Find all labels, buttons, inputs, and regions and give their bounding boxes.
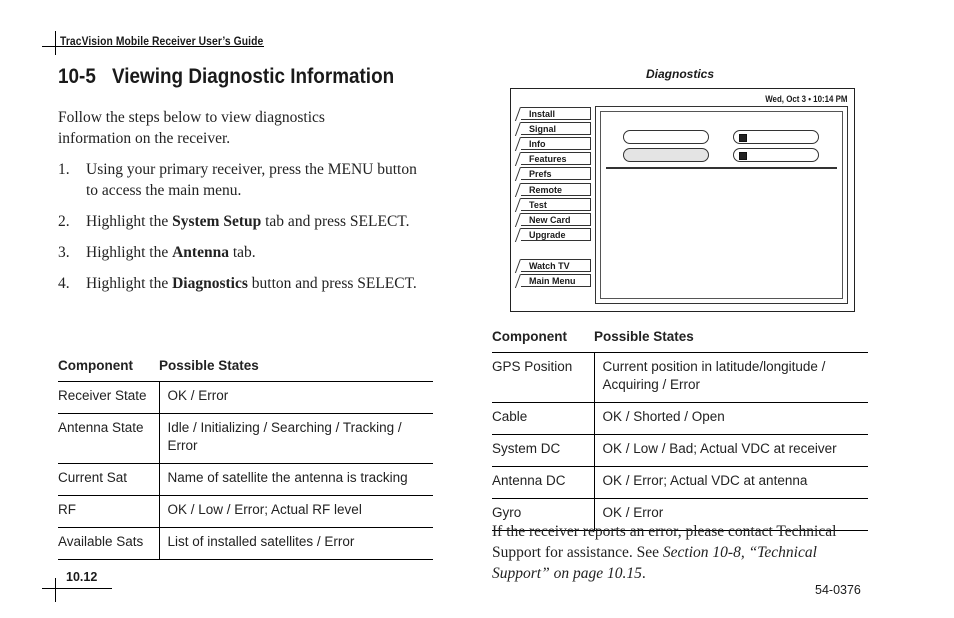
footer-crop-mark xyxy=(55,578,56,602)
diagnostics-screen xyxy=(510,88,855,312)
step-item: 4. Highlight the Diagnostics button and press SELECT. xyxy=(58,275,417,292)
cross-reference-link[interactable]: Section 10-8, “Technical Support” on page 10.15 xyxy=(492,544,817,582)
steps-list xyxy=(58,159,418,304)
content-inner-frame xyxy=(600,111,843,299)
menu-tab-new-card[interactable]: New Card xyxy=(521,213,591,226)
column-header: Possible States xyxy=(594,329,694,344)
table-row: System DC OK / Low / Bad; Actual VDC at receiver xyxy=(492,435,868,467)
menu-tab-test[interactable]: Test xyxy=(521,198,591,211)
content-divider xyxy=(606,167,837,169)
column-header: Component xyxy=(492,329,567,344)
table-row: GPS Position Current position in latitude/longitude / Acquiring / Error xyxy=(492,353,868,403)
section-number: 10-5 xyxy=(58,65,96,88)
step-item: 1. Using your primary receiver, press the MENU button to access the main menu. xyxy=(58,161,417,199)
table-row: Current Sat Name of satellite the antenna is tracking xyxy=(58,464,433,496)
menu-tab-prefs[interactable]: Prefs xyxy=(521,167,591,180)
status-field-highlighted[interactable] xyxy=(623,148,709,162)
document-number: 54-0376 xyxy=(815,583,861,597)
table-row: Cable OK / Shorted / Open xyxy=(492,403,868,435)
header-crop-mark xyxy=(55,31,56,55)
column-header: Component xyxy=(58,358,133,373)
page-number: 10.12 xyxy=(66,570,98,584)
menu-tab-info[interactable]: Info xyxy=(521,137,591,150)
table-row: RF OK / Low / Error; Actual RF level xyxy=(58,496,433,528)
menu-tab-features[interactable]: Features xyxy=(521,152,591,165)
running-title: TracVision Mobile Receiver User’s Guide xyxy=(60,34,264,48)
receiver-states-table xyxy=(58,358,433,560)
step-item: 2. Highlight the System Setup tab and press SELECT. xyxy=(58,213,410,230)
table-row: Receiver State OK / Error xyxy=(58,382,433,414)
menu-tab-main-menu[interactable]: Main Menu xyxy=(521,274,591,287)
antenna-states-table xyxy=(492,329,868,531)
table-row: Antenna DC OK / Error; Actual VDC at antenna xyxy=(492,467,868,499)
content-pane xyxy=(595,106,848,304)
footer-rule xyxy=(42,588,112,589)
section-title: Viewing Diagnostic Information xyxy=(112,65,395,88)
menu-tab-upgrade[interactable]: Upgrade xyxy=(521,228,591,241)
checkbox-icon xyxy=(739,152,747,160)
status-field[interactable] xyxy=(733,148,819,162)
table-row: Antenna State Idle / Initializing / Searching / Tracking / Error xyxy=(58,414,433,464)
column-header: Possible States xyxy=(159,358,259,373)
section-heading xyxy=(58,65,394,89)
checkbox-icon xyxy=(739,134,747,142)
status-field[interactable] xyxy=(623,130,709,144)
screen-datetime: Wed, Oct 3 • 10:14 PM xyxy=(765,94,848,104)
status-field[interactable] xyxy=(733,130,819,144)
step-item: 3. Highlight the Antenna tab. xyxy=(58,244,256,261)
menu-tab-signal[interactable]: Signal xyxy=(521,122,591,135)
table-row: Available Sats List of installed satellites / Error xyxy=(58,528,433,560)
menu-tab-watch-tv[interactable]: Watch TV xyxy=(521,259,591,272)
closing-paragraph: If the receiver reports an error, please contact Technical Support for assistance. See Section 10-8, “Technical Support” on page 10.15. xyxy=(492,523,837,582)
table-row: Gyro OK / Error xyxy=(492,499,868,531)
menu-tab-remote[interactable]: Remote xyxy=(521,183,591,196)
menu-tab-install[interactable]: Install xyxy=(521,107,591,120)
intro-paragraph: Follow the steps below to view diagnostics information on the receiver. xyxy=(58,109,325,147)
figure-caption: Diagnostics xyxy=(646,67,715,81)
